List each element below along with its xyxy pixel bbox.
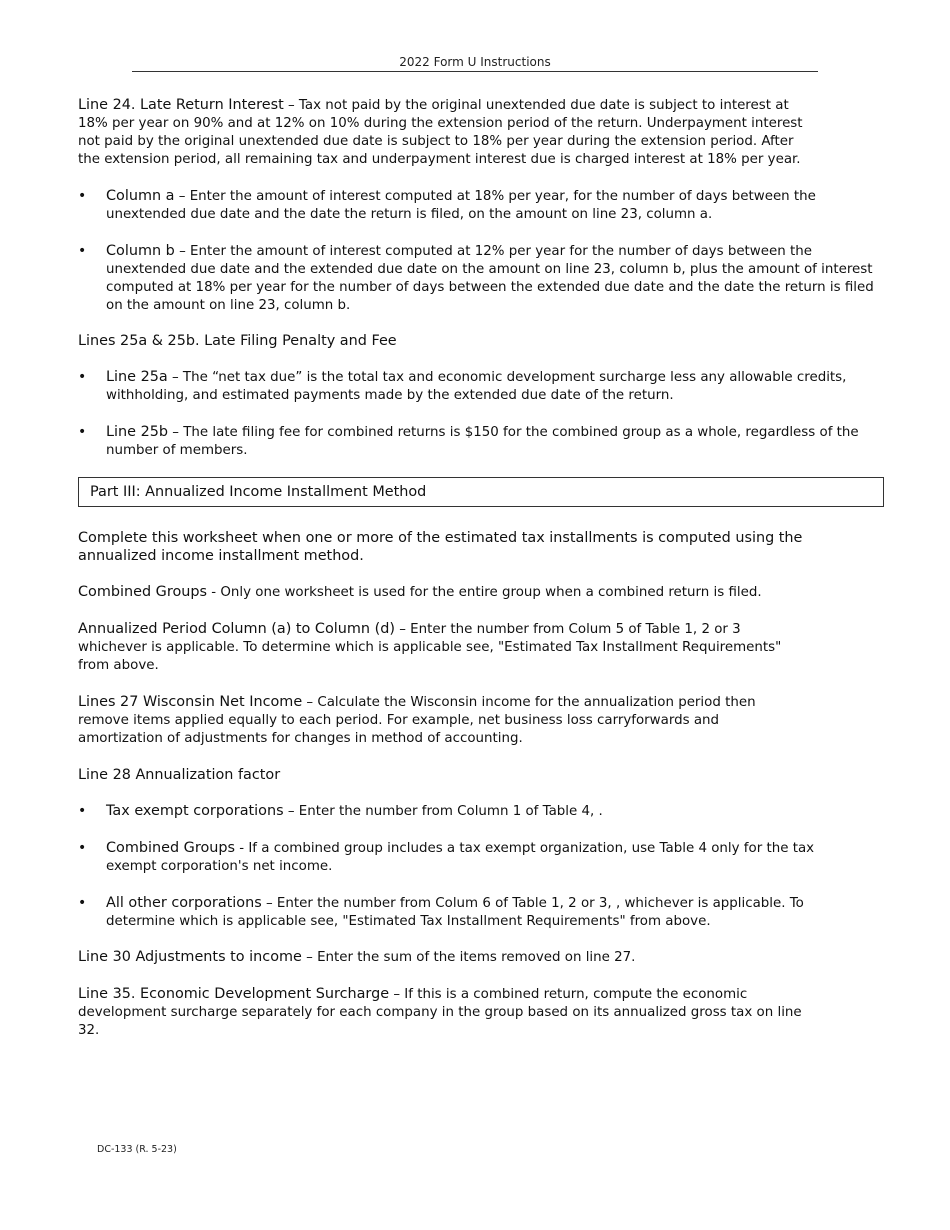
page-header: 2022 Form U Instructions bbox=[132, 55, 818, 72]
part3-intro: Complete this worksheet when one or more of the estimated tax installments is computed using the annualized income installment method. bbox=[78, 530, 803, 564]
part3-title-box: Part III: Annualized Income Installment Method bbox=[78, 477, 884, 507]
line27-paragraph: Lines 27 Wisconsin Net Income – Calculate the Wisconsin income for the annualization period then remove items applied equally to each period. For example, net business loss carryforwards and amortization of adjustments for changes in method of accounting. bbox=[78, 694, 756, 746]
list-item: • Column b – Enter the amount of interest computed at 12% per year for the number of days between the unextended due date and the extended due date on the amount on line 23, column b, plus the amount of interest computed at 18% per year for the number of days between the extended due date and the date the return is filed on the amount on line 23, column b. bbox=[78, 242, 886, 315]
annualized-period-paragraph: Annualized Period Column (a) to Column (d) – Enter the number from Colum 5 of Table 1, 2 or 3 whichever is applicable. To determine which is applicable see, "Estimated Tax Installment Requirements" from above. bbox=[78, 621, 782, 673]
list-item: • Combined Groups - If a combined group includes a tax exempt organization, use Table 4 only for the tax exempt corporation's net income. bbox=[78, 839, 836, 876]
instructions-body bbox=[78, 96, 886, 1040]
combined-groups-paragraph: Combined Groups - Only one worksheet is used for the entire group when a combined return is filed. bbox=[78, 584, 762, 600]
line28-heading: Line 28 Annualization factor bbox=[78, 767, 281, 783]
list-item: • Line 25a – The “net tax due” is the total tax and economic development surcharge less any allowable credits, withholding, and estimated payments made by the extended due date of the return. bbox=[78, 368, 886, 405]
list-item: • Line 25b – The late filing fee for combined returns is $150 for the combined group as a whole, regardless of the number of members. bbox=[78, 423, 886, 460]
list-item: • Column a – Enter the amount of interest computed at 18% per year, for the number of days between the unextended due date and the date the return is filed, on the amount on line 23, column a. bbox=[78, 187, 826, 224]
line25-heading: Lines 25a & 25b. Late Filing Penalty and Fee bbox=[78, 333, 397, 349]
line24-paragraph: Line 24. Late Return Interest – Tax not paid by the original unextended due date is subject to interest at 18% per year on 90% and at 12% on 10% during the extension period of the return. Underpayment interest not paid by the original unextended due date is subject to 18% per year during the extension period. After the extension period, all remaining tax and underpayment interest due is charged interest at 18% per year. bbox=[78, 97, 803, 167]
list-item: • Tax exempt corporations – Enter the number from Column 1 of Table 4, . bbox=[78, 802, 886, 821]
form-id-footer: DC-133 (R. 5-23) bbox=[97, 1144, 177, 1155]
line24-bullets bbox=[78, 187, 886, 315]
line24-heading: Line 24. Late Return Interest bbox=[78, 97, 284, 113]
line25-bullets bbox=[78, 368, 886, 460]
line28-bullets bbox=[78, 802, 886, 931]
list-item: • All other corporations – Enter the number from Colum 6 of Table 1, 2 or 3, , whichever is applicable. To determine which is applicable see, "Estimated Tax Installment Requirements" from above. bbox=[78, 894, 836, 931]
line30-paragraph: Line 30 Adjustments to income – Enter the sum of the items removed on line 27. bbox=[78, 949, 636, 965]
line35-paragraph: Line 35. Economic Development Surcharge – If this is a combined return, compute the economic development surcharge separately for each company in the group based on its annualized gross tax on line 32. bbox=[78, 986, 802, 1038]
